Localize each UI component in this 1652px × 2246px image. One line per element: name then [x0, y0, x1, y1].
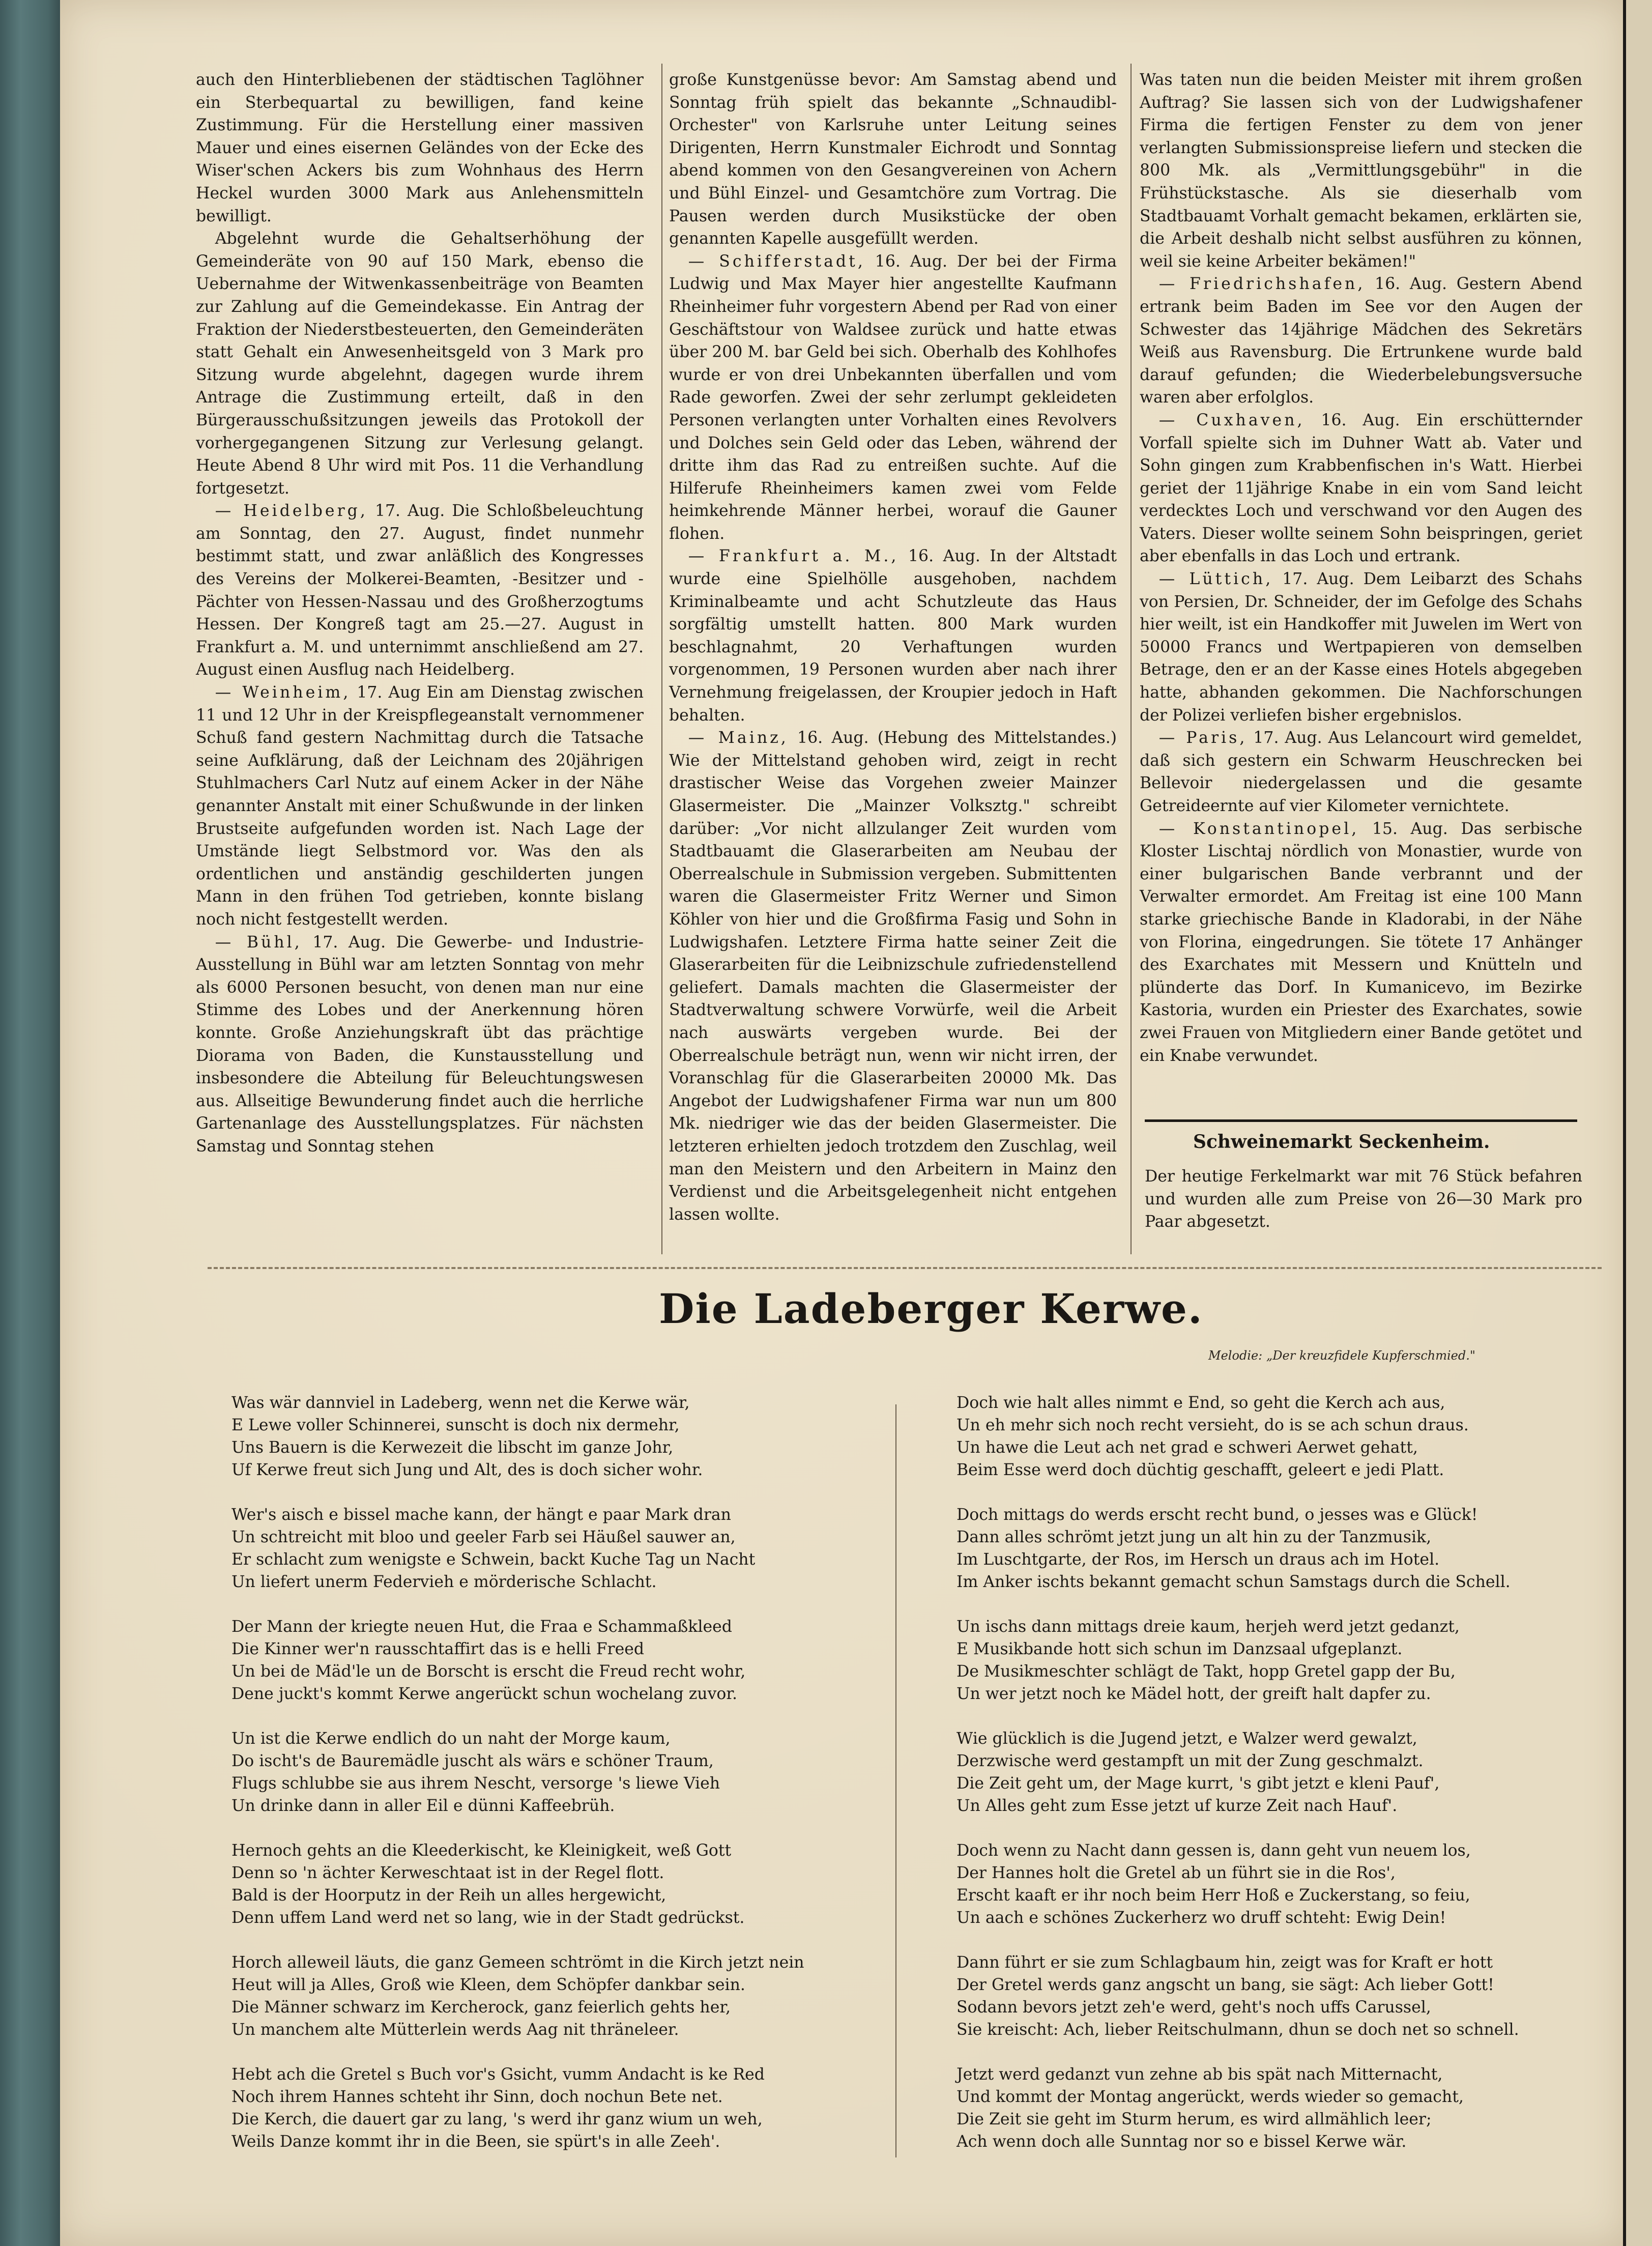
poem-line: Un drinke dann in aller Eil e dünni Kaffeebrüh. [231, 1797, 615, 1815]
article-text: 17. Aug Ein am Dienstag zwischen 11 und 12 Uhr in der Kreispflegeanstalt vernommener Schuß fand gestern Nachmittag durch die Tatsache seine Aufklärung, daß der Leichnam des 20jährigen Stuhlmachers Carl Nutz auf einem Acker in der Nähe genannter Anstalt mit einer Schußwunde in der linken Brustseite aufgefunden worden ist. Nach Lage der Umstände liegt Selbstmord vor. Was den als ordentlichen und anständig geschilderten jungen Mann in den frühen Tod getrieben, konnte bislang noch nicht festgestellt werden. [196, 683, 644, 929]
news-article [1140, 273, 1582, 409]
poem-line: Un liefert unerm Federvieh e mörderische Schlacht. [231, 1573, 657, 1591]
poem-line: Un ist die Kerwe endlich do un naht der Morge kaum, [231, 1730, 671, 1748]
section-divider [208, 1267, 1602, 1269]
poem-line: Uns Bauern is die Kerwezeit die libscht im ganze Johr, [231, 1438, 674, 1457]
poem-line: Die Männer schwarz im Kercherock, ganz feierlich gehts her, [231, 1998, 731, 2017]
news-column-1 [196, 69, 644, 1158]
article-dateline: — Cuxhaven, [1158, 411, 1305, 429]
poem-line: Flugs schlubbe sie aus ihrem Nescht, versorge 's liewe Vieh [231, 1774, 720, 1793]
article-text: 16. Aug. (Hebung des Mittelstandes.) Wie der Mittelstand gehoben wird, zeigt in recht drastischer Weise das Vorgehen zweier Mainzer Glasermeister. Die „Mainzer Volksztg." schreibt darüber: „Vor nicht allzulanger Zeit wurden vom Stadtbauamt die Glaserarbeiten am Neubau der Oberrealschule in Submission vergeben. Submittenten waren die Glasermeister Fritz Werner und Simon Köhler von hier und die Großfirma Fasig und Sohn in Ludwigshafen. Letztere Firma hatte seiner Zeit die Glaserarbeiten für die Leibnizschule zufriedenstellend geliefert. Damals machten die Glasermeister der Stadtverwaltung schwere Vorwürfe, weil die Arbeit nach auswärts vergeben wurde. Bei der Oberrealschule beträgt nun, wenn wir nicht irren, der Voranschlag für die Glaserarbeiten 20000 Mk. Das Angebot der Ludwigshafener Firma war nun um 800 Mk. niedriger wie das der beiden Glasermeister. Die letzteren erhielten jedoch trotzdem den Zuschlag, weil man den Meistern und den Arbeitern in Mainz den Verdienst und die Arbeitsgelegenheit nicht entgehen lassen wollte. [669, 729, 1117, 1224]
poem-line: Wie glücklich is die Jugend jetzt, e Walzer werd gewalzt, [957, 1730, 1417, 1748]
poem-line: Der Hannes holt die Gretel ab un führt sie in die Ros', [957, 1864, 1396, 1882]
news-article [669, 69, 1117, 250]
poem-line: Im Anker ischts bekannt gemacht schun Samstags durch die Schell. [957, 1573, 1511, 1591]
poem-line: Der Gretel werds ganz angscht un bang, sie sägt: Ach lieber Gott! [957, 1976, 1494, 1994]
poem-line: Un manchem alte Mütterlein werds Aag nit thräneleer. [231, 2021, 679, 2039]
poem-stanza [231, 1727, 867, 1817]
article-text: Abgelehnt wurde die Gehaltserhöhung der Gemeinderäte von 90 auf 150 Mark, ebenso die Uebernahme der Witwenkassenbeiträge von Beamten zur Zahlung auf die Gemeindekasse. Ein Antrag der Fraktion der Niederstbesteuerten, den Gemeinderäten statt Gehalt ein Anwesenheitsgeld von 3 Mark pro Sitzung wurde abgelehnt, dagegen wurde ihrem Antrage die Zustimmung erteilt, daß in den Bürgerausschußsitzungen jeweils das Protokoll der vorhergegangenen Sitzung zur Verlesung gelangt. Heute Abend 8 Uhr wird mit Pos. 11 die Verhandlung fortgesetzt. [196, 229, 644, 498]
poem-line: Beim Esse werd doch düchtig geschafft, geleert e jedi Platt. [957, 1461, 1444, 1479]
poem-left-column [231, 1392, 867, 2175]
poem-stanza [957, 1392, 1598, 1481]
poem-line: Der Mann der kriegte neuen Hut, die Fraa e Schammaßkleed [231, 1618, 732, 1636]
poem-line: Die Zeit sie geht im Sturm herum, es wird allmählich leer; [957, 2110, 1432, 2128]
article-text: 16. Aug. Gestern Abend ertrank beim Baden im See vor den Augen der Schwester das 14jährige Mädchen des Sekretärs Weiß aus Ravensburg. Die Ertrunkene wurde bald darauf gefunden; die Wiederbelebungsversuche waren aber erfolglos. [1140, 275, 1582, 407]
poem-line: Hernoch gehts an die Kleederkischt, ke Kleinigkeit, weß Gott [231, 1841, 732, 1860]
poem-stanza [231, 2063, 867, 2153]
poem-line: Un Alles geht zum Esse jetzt uf kurze Zeit nach Hauf'. [957, 1797, 1398, 1815]
article-text: 15. Aug. Das serbische Kloster Lischtaj nördlich von Monastier, wurde von einer bulgarischen Bande verbrannt und der Verwalter ermordet. Am Freitag ist eine 100 Mann starke griechische Bande in Kladorabi, in der Nähe von Florina, eingedrungen. Sie tötete 17 Anhänger des Exarchates mit Messern und Knütteln und plünderte das Dorf. In Kumanicevo, im Bezirke Kastoria, wurden ein Priester des Exarchates, sowie zwei Frauen von Mitgliedern einer Bande getötet und ein Knabe verwundet. [1140, 819, 1582, 1065]
news-article [196, 500, 644, 681]
poem-line: Un eh mehr sich noch recht versieht, do is se ach schun draus. [957, 1416, 1469, 1434]
poem-line: Bald is der Hoorputz in der Reih un alles hergewicht, [231, 1886, 666, 1905]
article-dateline: — Mainz, [688, 729, 789, 747]
poem-line: Hebt ach die Gretel s Buch vor's Gsicht, vumm Andacht is ke Red [231, 2065, 765, 2084]
poem-column-rule [895, 1404, 896, 2157]
market-text: Der heutige Ferkelmarkt war mit 76 Stück befahren und wurden alle zum Preise von 26—30 Mark pro Paar abgesetzt. [1145, 1167, 1582, 1231]
poem-line: Denn so 'n ächter Kerweschtaat ist in der Regel flott. [231, 1864, 664, 1882]
book-binding [0, 0, 69, 2246]
poem-line: Doch wie halt alles nimmt e End, so geht die Kerch ach aus, [957, 1394, 1445, 1412]
poem-title: Die Ladeberger Kerwe. [659, 1285, 1203, 1333]
news-article [669, 545, 1117, 727]
article-text: 16. Aug. Ein erschütternder Vorfall spielte sich im Duhner Watt ab. Vater und Sohn gingen zum Krabbenfischen in's Watt. Hierbei geriet der 11jährige Knabe in ein vom Sand leicht verdecktes Loch und verschwand vor den Augen des Vaters. Dieser wollte seinem Sohn beispringen, geriet aber ebenfalls in das Loch und ertrank. [1140, 411, 1582, 566]
poem-line: Un ischs dann mittags dreie kaum, herjeh werd jetzt gedanzt, [957, 1618, 1460, 1636]
poem-line: Die Kerch, die dauert gar zu lang, 's werd ihr ganz wium un weh, [231, 2110, 763, 2128]
poem-line: Un schtreicht mit bloo und geeler Farb sei Häußel sauwer an, [231, 1528, 736, 1546]
article-dateline: — Paris, [1158, 729, 1248, 747]
news-article [196, 931, 644, 1158]
article-dateline: — Frankfurt a. M., [688, 547, 899, 566]
poem-line: Sodann bevors jetzt zeh'e werd, geht's noch uffs Carussel, [957, 1998, 1431, 2017]
poem-line: Un bei de Mäd'le un de Borscht is erscht die Freud recht wohr, [231, 1662, 746, 1681]
news-article [1140, 69, 1582, 273]
news-article [196, 227, 644, 500]
news-article [1140, 409, 1582, 568]
article-dateline: — Weinheim, [215, 683, 351, 702]
article-text: Was taten nun die beiden Meister mit ihrem großen Auftrag? Sie lassen sich von der Ludwigshafener Firma die fertigen Fenster zu dem von jener verlangten Submissionspreise liefern und stecken die 800 Mk. als „Vermittlungsgebühr" in die Frühstückstasche. Als sie dieserhalb vom Stadtbauamt Vorhalt gemacht bekamen, erklärten sie, die Arbeit deshalb nicht selbst ausführen zu können, weil sie keine Arbeiter bekämen!" [1140, 71, 1582, 271]
article-text: 16. Aug. Der bei der Firma Ludwig und Max Mayer hier angestellte Kaufmann Rheinheimer fuhr vorgestern Abend per Rad von einer Geschäftstour von Waldsee zurück und hatte etwas über 200 M. bar Geld bei sich. Oberhalb des Kohlhofes wurde er von drei Unbekannten überfallen und vom Rade geworfen. Zwei der sehr zerlumpt gekleideten Personen verlangten unter Vorhalten eines Revolvers und Dolches sein Geld oder das Leben, während der dritte ihm das Rad zu entreißen suchte. Auf die Hilferufe Rheinheimers kamen zwei vom Felde heimkehrende Männer herbei, worauf die Gauner flohen. [669, 252, 1117, 543]
poem-line: Jetzt werd gedanzt vun zehne ab bis spät nach Mitternacht, [957, 2065, 1443, 2084]
news-article [1140, 568, 1582, 727]
poem-line: Die Kinner wer'n rausschtaffirt das is e helli Freed [231, 1640, 645, 1658]
poem-stanza [957, 1727, 1598, 1817]
poem-stanza [957, 1839, 1598, 1929]
poem-stanza [231, 1504, 867, 1593]
article-dateline: — Bühl, [215, 933, 302, 952]
article-text: auch den Hinterbliebenen der städtischen Taglöhner ein Sterbequartal zu bewilligen, fand keine Zustimmung. Für die Herstellung einer massiven Mauer und eines eisernen Geländes von der Ecke des Wiser'schen Ackers bis zum Wohnhaus des Herrn Heckel wurden 3000 Mark aus Anlehensmitteln bewilligt. [196, 71, 644, 225]
poem-line: Do ischt's de Bauremädle juscht als wärs e schöner Traum, [231, 1752, 714, 1770]
news-article [1140, 818, 1582, 1068]
poem-line: Un aach e schönes Zuckerherz wo druff schteht: Ewig Dein! [957, 1909, 1446, 1927]
poem-line: De Musikmeschter schlägt de Takt, hopp Gretel gapp der Bu, [957, 1662, 1456, 1681]
poem-line: Dene juckt's kommt Kerwe angerückt schun wochelang zuvor. [231, 1685, 737, 1703]
news-article [669, 727, 1117, 1226]
poem-stanza [231, 1839, 867, 1929]
news-article [669, 250, 1117, 545]
poem-line: Dann alles schrömt jetzt jung un alt hin zu der Tanzmusik, [957, 1528, 1432, 1546]
poem-line: Doch wenn zu Nacht dann gessen is, dann geht vun neuem los, [957, 1841, 1471, 1860]
poem-stanza [231, 1392, 867, 1481]
poem-line: Dann führt er sie zum Schlagbaum hin, zeigt was for Kraft er hott [957, 1953, 1493, 1972]
poem-stanza [957, 2063, 1598, 2153]
poem-line: Die Zeit geht um, der Mage kurrt, 's gibt jetzt e kleni Pauf', [957, 1774, 1440, 1793]
article-text: 17. Aug. Dem Leibarzt des Schahs von Persien, Dr. Schneider, der im Gefolge des Schahs hier weilt, ist ein Handkoffer mit Juwelen im Wert von 50000 Francs und Wertpapieren von demselben Betrage, den er an der Kasse eines Hotels abgegeben hatte, abhanden gekommen. Die Nachforschungen der Polizei verliefen bisher ergebnislos. [1140, 570, 1582, 725]
column-rule-1 [661, 64, 662, 1254]
poem-right-column [957, 1392, 1598, 2175]
news-article [196, 681, 644, 931]
adjacent-page-edge [1623, 0, 1652, 2246]
poem-melody: Melodie: „Der kreuzfidele Kupferschmied." [1208, 1348, 1475, 1363]
article-dateline: — Heidelberg, [215, 502, 368, 521]
poem-line: Ach wenn doch alle Sunntag nor so e bissel Kerwe wär. [957, 2133, 1407, 2151]
poem-line: Erscht kaaft er ihr noch beim Herr Hoß e Zuckerstang, so feiu, [957, 1886, 1470, 1905]
poem-line: Denn uffem Land werd net so lang, wie in der Stadt gedrückst. [231, 1909, 745, 1927]
article-text: 17. Aug. Aus Lelancourt wird gemeldet, daß sich gestern ein Schwarm Heuschrecken bei Bellevoir niedergelassen und die gesamte Getreideernte auf vier Kilometer vernichtete. [1140, 729, 1582, 815]
market-rule [1145, 1119, 1577, 1122]
news-column-2 [669, 69, 1117, 1226]
news-column-3 [1140, 69, 1582, 1067]
poem-line: Wer's aisch e bissel mache kann, der hängt e paar Mark dran [231, 1506, 731, 1524]
article-dateline: — Friedrichshafen, [1158, 275, 1366, 294]
poem-stanza [957, 1616, 1598, 1705]
poem-line: Horch alleweil läuts, die ganz Gemeen schtrömt in die Kirch jetzt nein [231, 1953, 804, 1972]
poem-line: Noch ihrem Hannes schteht ihr Sinn, doch nochun Bete net. [231, 2088, 723, 2106]
poem-stanza [957, 1951, 1598, 2041]
poem-stanza [231, 1951, 867, 2041]
poem-line: E Musikbande hott sich schun im Danzsaal ufgeplanzt. [957, 1640, 1403, 1658]
poem-line: Un wer jetzt noch ke Mädel hott, der greift halt dapfer zu. [957, 1685, 1431, 1703]
poem-stanza [957, 1504, 1598, 1593]
poem-line: Im Luschtgarte, der Ros, im Hersch un draus ach im Hotel. [957, 1550, 1440, 1569]
market-heading: Schweinemarkt Seckenheim. [1193, 1131, 1490, 1153]
poem-line: Doch mittags do werds erscht recht bund, o jesses was e Glück! [957, 1506, 1478, 1524]
article-text: 17. Aug. Die Schloßbeleuchtung am Sonntag, den 27. August, findet nunmehr bestimmt statt, und zwar anläßlich des Kongresses des Vereins der Molkerei-Beamten, -Besitzer und -Pächter von Hessen-Nassau und des Großherzogtums Hessen. Der Kongreß tagt am 25.—27. August in Frankfurt a. M. und unternimmt anschließend am 27. August einen Ausflug nach Heidelberg. [196, 502, 644, 679]
article-dateline: — Schifferstadt, [688, 252, 865, 271]
poem-stanza [231, 1616, 867, 1705]
column-rule-2 [1131, 64, 1132, 1254]
news-article [196, 69, 644, 227]
poem-line: Weils Danze kommt ihr in die Been, sie spürt's in alle Zeeh'. [231, 2133, 720, 2151]
article-text: 16. Aug. In der Altstadt wurde eine Spielhölle ausgehoben, nachdem Kriminalbeamte und acht Schutzleute das Haus sorgfältig umstellt hatten. 800 Mark wurden beschlagnahmt, 20 Verhaftungen wurden vorgenommen, 19 Personen wurden aber nach ihrer Vernehmung freigelassen, der Kroupier jedoch in Haft behalten. [669, 547, 1117, 725]
poem-line: E Lewe voller Schinnerei, sunscht is doch nix dermehr, [231, 1416, 680, 1434]
news-article [1140, 727, 1582, 817]
article-dateline: — Lüttich, [1158, 570, 1273, 589]
poem-line: Was wär dannviel in Ladeberg, wenn net die Kerwe wär, [231, 1394, 690, 1412]
article-dateline: — Konstantinopel, [1158, 819, 1359, 838]
article-text: große Kunstgenüsse bevor: Am Samstag abend und Sonntag früh spielt das bekannte „Schnaudibl-Orchester" von Karlsruhe unter Leitung seines Dirigenten, Herrn Kunstmaler Eichrodt und Sonntag abend kommen von den Gesangvereinen von Achern und Bühl Einzel- und Gesamtchöre zum Vortrag. Die Pausen werden durch Musikstücke der oben genannten Kapelle ausgefüllt werden. [669, 71, 1117, 248]
poem-line: Sie kreischt: Ach, lieber Reitschulmann, dhun se doch net so schnell. [957, 2021, 1519, 2039]
poem-line: Und kommt der Montag angerückt, werds wieder so gemacht, [957, 2088, 1464, 2106]
poem-line: Er schlacht zum wenigste e Schwein, backt Kuche Tag un Nacht [231, 1550, 756, 1569]
poem-line: Un hawe die Leut ach net grad e schweri Aerwet gehatt, [957, 1438, 1418, 1457]
poem-line: Heut will ja Alles, Groß wie Kleen, dem Schöpfer dankbar sein. [231, 1976, 745, 1994]
poem-line: Uf Kerwe freut sich Jung und Alt, des is doch sicher wohr. [231, 1461, 703, 1479]
article-text: 17. Aug. Die Gewerbe- und Industrie-Ausstellung in Bühl war am letzten Sonntag von mehr als 6000 Personen besucht, von denen man nur eine Stimme des Lobes und der Anerkennung hören konnte. Große Anziehungskraft übt das prächtige Diorama von Baden, die Kunstausstellung und insbesondere die Abteilung für Beleuchtungswesen aus. Allseitige Bewunderung findet auch die herrliche Gartenanlage des Ausstellungsplatzes. Für nächsten Samstag und Sonntag stehen [196, 933, 644, 1156]
poem-line: Derzwische werd gestampft un mit der Zung geschmalzt. [957, 1752, 1424, 1770]
